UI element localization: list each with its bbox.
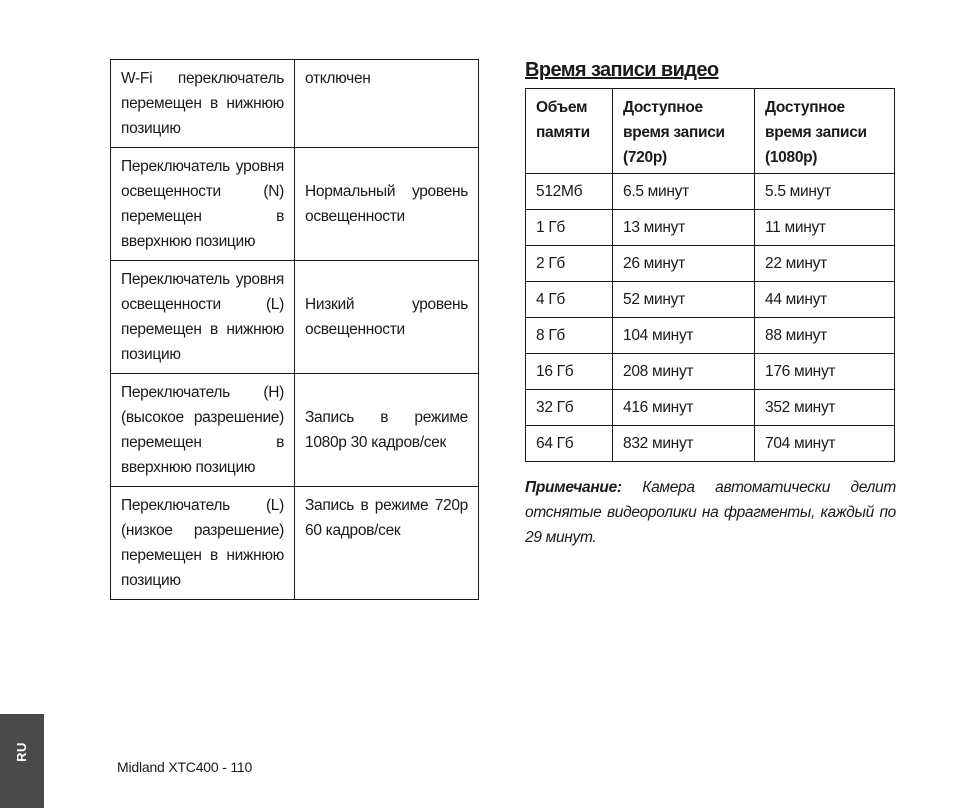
table-cell-result xyxy=(295,261,479,374)
time-720p-cell: 104 минут xyxy=(613,318,755,354)
time-1080p-cell: 44 минут xyxy=(755,282,895,318)
column-header-720p: Доступное время записи (720р) xyxy=(613,89,755,174)
table-row xyxy=(526,318,895,354)
time-1080p-cell: 352 минут xyxy=(755,390,895,426)
time-720p-cell: 416 минут xyxy=(613,390,755,426)
table-cell-result xyxy=(295,374,479,487)
page-footer: Midland XTC400 - 110 xyxy=(117,759,253,775)
time-720p-cell: 208 минут xyxy=(613,354,755,390)
note-text: Камера автоматически делит отснятые видеоролики на фрагменты, каждый по 29 минут. xyxy=(525,479,896,546)
time-1080p-cell: 176 минут xyxy=(755,354,895,390)
table-row xyxy=(111,261,479,374)
table-cell-condition: Переключатель уровня освещенности (N) перемещен в вверхнюю позицию xyxy=(111,148,295,261)
memory-cell: 8 Гб xyxy=(526,318,613,354)
table-row xyxy=(526,210,895,246)
table-row xyxy=(526,426,895,462)
table-cell-result-text: Нормальный уровень освещенности xyxy=(305,183,468,225)
time-720p-cell: 26 минут xyxy=(613,246,755,282)
table-row xyxy=(111,148,479,261)
note-paragraph xyxy=(525,475,896,550)
table-row xyxy=(111,60,479,148)
memory-cell: 32 Гб xyxy=(526,390,613,426)
table-cell-condition: Переключатель (H) (высокое разрешение) перемещен в вверхнюю позицию xyxy=(111,374,295,487)
time-720p-cell: 52 минут xyxy=(613,282,755,318)
memory-cell: 2 Гб xyxy=(526,246,613,282)
time-720p-cell: 832 минут xyxy=(613,426,755,462)
memory-cell: 1 Гб xyxy=(526,210,613,246)
time-1080p-cell: 5.5 минут xyxy=(755,174,895,210)
column-header-1080p: Доступное время записи (1080р) xyxy=(755,89,895,174)
table-header-row xyxy=(526,89,895,174)
time-1080p-cell: 704 минут xyxy=(755,426,895,462)
table-row xyxy=(526,174,895,210)
time-1080p-cell: 88 минут xyxy=(755,318,895,354)
table-row xyxy=(526,246,895,282)
table-cell-result xyxy=(295,148,479,261)
table-cell-result: отключен xyxy=(295,60,479,148)
section-title: Время записи видео xyxy=(525,59,719,81)
memory-cell: 64 Гб xyxy=(526,426,613,462)
table-row xyxy=(526,354,895,390)
table-row xyxy=(526,282,895,318)
table-cell-condition: W-Fi переключатель перемещен в нижнюю позицию xyxy=(111,60,295,148)
language-tab-label: RU xyxy=(14,742,29,762)
recording-time-table xyxy=(525,88,895,462)
switch-settings-table xyxy=(110,59,479,600)
note-label: Примечание: xyxy=(525,479,622,496)
table-row xyxy=(111,374,479,487)
table-cell-result: Запись в режиме 720р 60 кадров/сек xyxy=(295,487,479,600)
table-row xyxy=(111,487,479,600)
time-1080p-cell: 22 минут xyxy=(755,246,895,282)
time-1080p-cell: 11 минут xyxy=(755,210,895,246)
table-cell-condition: Переключатель (L) (низкое разрешение) перемещен в нижнюю позицию xyxy=(111,487,295,600)
column-header-memory: Объем памяти xyxy=(526,89,613,174)
memory-cell: 512Мб xyxy=(526,174,613,210)
table-row xyxy=(526,390,895,426)
language-tab xyxy=(0,714,44,808)
table-cell-result-text: Низкий уровень освещенности xyxy=(305,296,468,338)
memory-cell: 16 Гб xyxy=(526,354,613,390)
table-cell-condition: Переключатель уровня освещенности (L) перемещен в нижнюю позицию xyxy=(111,261,295,374)
time-720p-cell: 6.5 минут xyxy=(613,174,755,210)
time-720p-cell: 13 минут xyxy=(613,210,755,246)
table-cell-result-text: Запись в режиме 1080р 30 кадров/сек xyxy=(305,409,468,451)
memory-cell: 4 Гб xyxy=(526,282,613,318)
